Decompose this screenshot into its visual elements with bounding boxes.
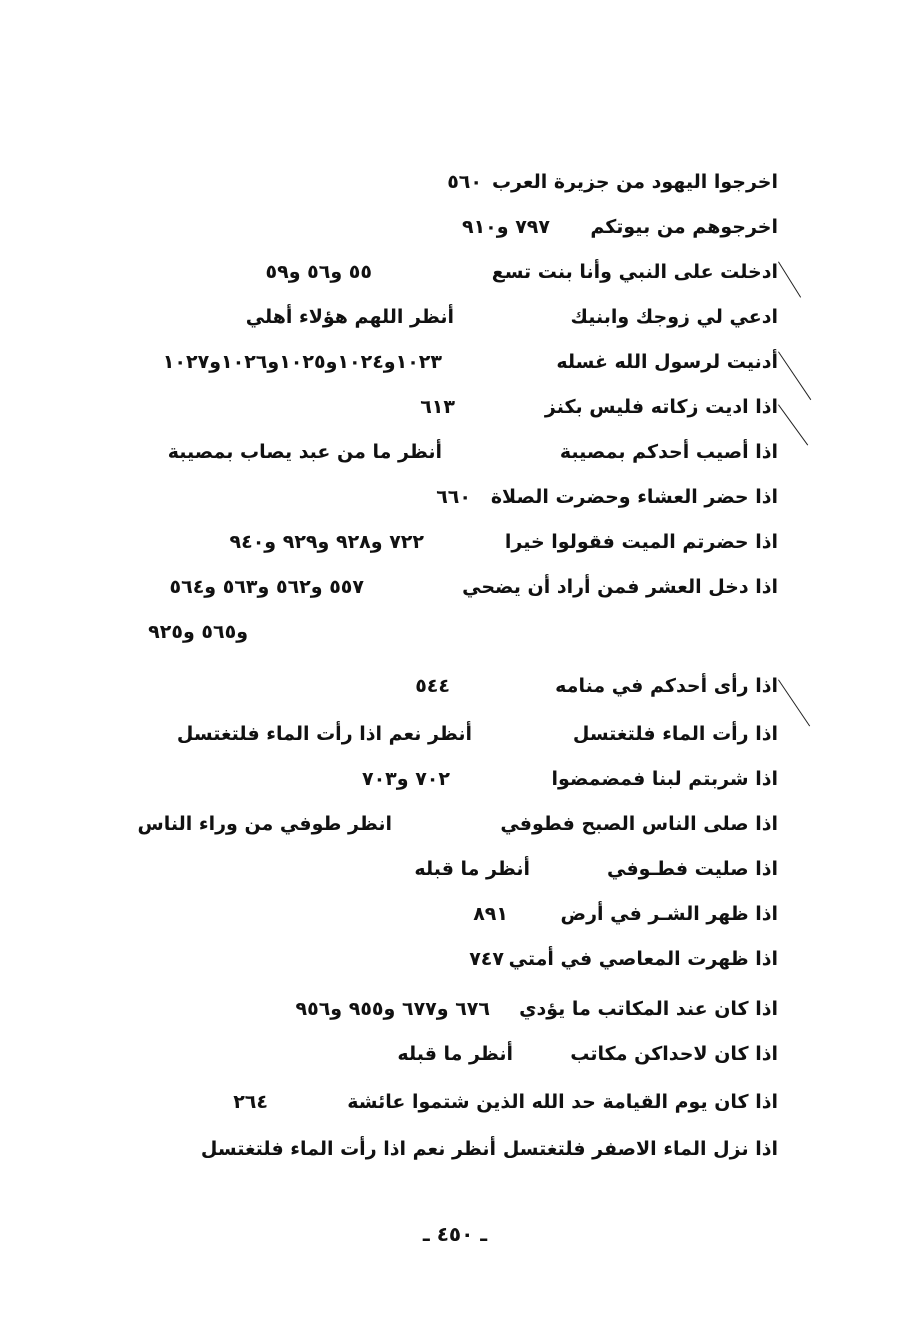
entry-text: اذا حضرتم الميت فقولوا خيرا [504,531,778,553]
entry-reference: ٥٥ و٥٦ و٥٩ [265,261,372,283]
entry-text: اذا اديت زكاته فليس بكنز [544,396,778,418]
list-item [118,810,778,838]
entry-text: اذا نزل الماء الاصفر فلتغتسل [502,1138,778,1160]
list-item [118,1135,778,1163]
entry-reference: ٧٠٢ و٧٠٣ [361,768,450,790]
entry-text: اذا رأى أحدكم في منامه [555,675,778,697]
list-item [118,672,778,700]
entry-reference: ٦٦٠ [436,486,471,508]
entry-reference: ٧٩٧ و٩١٠ [461,216,550,238]
list-item [118,995,778,1023]
list-item [118,213,778,241]
entry-reference: ٢٦٤ [233,1091,268,1113]
entry-reference: ٥٦٠ [447,171,482,193]
entry-text: اذا حضر العشاء وحضرت الصلاة [490,486,778,508]
entry-reference: ٥٤٤ [415,675,450,697]
entry-reference: انظر طوفي من وراء الناس [137,813,392,835]
list-item [118,483,778,511]
entry-text: اذا صليت فطـوفي [606,858,778,880]
entry-text: اذا صلى الناس الصبح فطوفي [500,813,778,835]
entry-continuation: و٥٦٥ و٩٢٥ [148,621,248,643]
entry-text: اذا شربتم لبنا فمضمضوا [551,768,778,790]
entry-reference: ٨٩١ [473,903,508,925]
list-item [118,393,778,421]
entry-reference: ٥٥٧ و٥٦٢ و٥٦٣ و٥٦٤ [169,576,364,598]
entry-text: ادعي لي زوجك وابنيك [570,306,778,328]
entry-reference: أنظر نعم اذا رأت الماء فلتغتسل [176,723,472,745]
list-item [118,303,778,331]
entry-text: اذا كان يوم القيامة حد الله الذين شتموا عائشة [347,1091,778,1113]
entry-reference: ١٠٢٣و١٠٢٤و١٠٢٥و١٠٢٦و١٠٢٧ [162,351,442,373]
list-item [118,900,778,928]
list-item [118,945,778,973]
list-item [118,765,778,793]
list-item [118,168,778,196]
entry-reference: أنظر ما من عبد يصاب بمصيبة [167,441,442,463]
entry-text: اذا ظهرت المعاصي في أمتي [508,948,778,970]
entry-text: اذا ظهر الشـر في أرض [560,903,778,925]
entry-reference: أنظر اللهم هؤلاء أهلي [245,306,454,328]
entry-text: اذا كان عند المكاتب ما يؤدي [519,998,778,1020]
entry-text: اذا أصيب أحدكم بمصيبة [559,441,778,463]
entry-reference: ٧٤٧ [469,948,504,970]
list-item [118,438,778,466]
entry-text: اخرجوا اليهود من جزيرة العرب [491,171,778,193]
bracket-mark [778,679,810,726]
entry-text: أدنيت لرسول الله غسله [556,351,778,373]
entry-reference: أنظر نعم اذا رأت الماء فلتغتسل [200,1138,496,1160]
entry-reference: أنظر ما قبله [397,1043,513,1065]
entry-text: ادخلت على النبي وأنا بنت تسع [491,261,778,283]
entry-reference: ٧٢٢ و٩٢٨ و٩٢٩ و٩٤٠ [229,531,424,553]
bracket-mark [778,351,811,400]
list-item [118,258,778,286]
entry-reference: ٦١٣ [420,396,455,418]
list-item [118,348,778,376]
entry-text: اذا كان لاحداكن مكاتب [570,1043,778,1065]
list-item [118,1088,778,1116]
entry-text: اذا دخل العشر فمن أراد أن يضحي [462,576,778,598]
list-item [118,528,778,556]
bracket-mark [778,261,801,297]
list-item [118,1040,778,1068]
page-number: ـ ٤٥٠ ـ [422,1222,488,1246]
list-item [118,720,778,748]
bracket-mark [778,404,808,445]
entry-reference: ٦٧٦ و٦٧٧ و٩٥٥ و٩٥٦ [295,998,490,1020]
list-item [118,855,778,883]
list-item [118,573,778,601]
entry-text: اخرجوهم من بيوتكم [590,216,778,238]
entry-reference: أنظر ما قبله [414,858,530,880]
entry-text: اذا رأت الماء فلتغتسل [572,723,778,745]
